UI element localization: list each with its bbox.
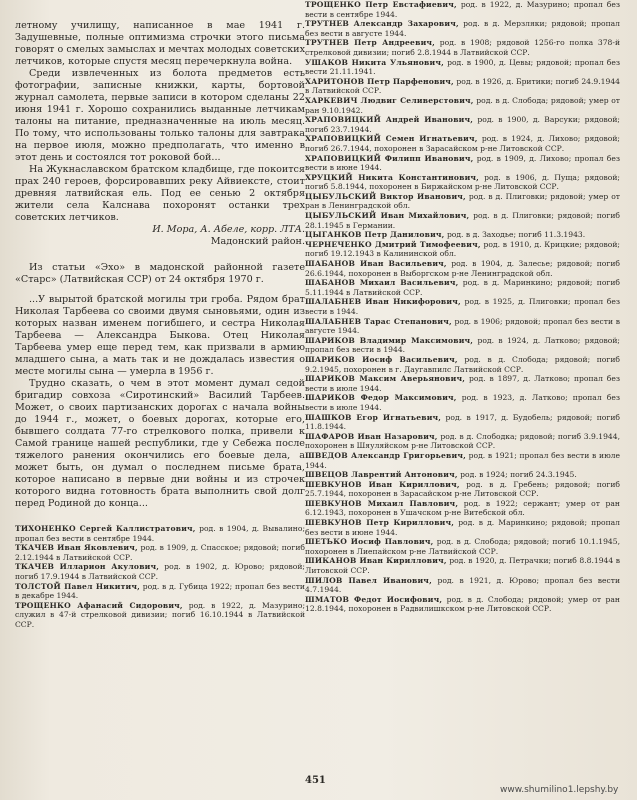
list-item: ШАРИКОВ Федор Максимович, род. в 1923, д. Латково; пропал без вести в июле 1944. <box>305 393 620 412</box>
list-item: ШАШКОВ Егор Игнатьевич, род. в 1917, д. Будобель; рядовой; погиб 11.8.1944. <box>305 412 620 432</box>
list-item: ШАРИКОВ Иосиф Васильевич, род. в д. Слобода; рядовой; погиб 9.2.1945, похоронен в г. Даугавпилс Латвийской ССР. <box>305 354 620 374</box>
list-item: ХАРИТОНОВ Петр Парфенович, род. в 1926, д. Бритики; погиб 24.9.1944 в Латвийской ССР. <box>305 76 620 96</box>
list-item: ХРАПОВИЦКИЙ Андрей Иванович, род. в 1900, д. Варсуки; рядовой; погиб 23.7.1944. <box>305 115 620 134</box>
list-item: ЦЫБУЛЬСКИЙ Виктор Иванович, род. в д. Плиговки; рядовой; умер от ран в Ленинградской обл. <box>305 191 620 211</box>
list-item: ШАФАРОВ Иван Назарович, род. в д. Слободка; рядовой; погиб 3.9.1944, похоронен в Шяуляйском р-не Литовской ССР. <box>305 431 620 451</box>
list-item: ШАБАНОВ Иван Васильевич, род. в 1904, д. Залесье; рядовой; погиб 26.6.1944, похоронен в Выборгском р-не Ленинградской обл. <box>305 259 620 278</box>
list-item: ТОЛСТОЙ Павел Никитич, род. в д. Губица 1922; пропал без вести в декабре 1944. <box>15 581 305 601</box>
list-item: УШАКОВ Никита Ульянович, род. в 1900, д. Цевы; рядовой; пропал без вести 21.11.1941. <box>305 57 620 77</box>
list-item: ШЕВКУНОВ Иван Кириллович, род. в д. Гребень; рядовой; погиб 25.7.1944, похоронен в Зарасайском р-не Литовской ССР. <box>305 479 620 499</box>
list-item: ЦЫБУЛЬСКИЙ Иван Михайлович, род. в д. Плиговки; рядовой; погиб 28.1.1945 в Германии. <box>305 211 620 230</box>
watermark: www.shumilino1.lepshy.by <box>500 785 619 795</box>
list-item: ХРУЦКИЙ Никита Константинович, род. в 1906, д. Пуща; рядовой; погиб 5.8.1944, похоронен в Биржайском р-не Литовской ССР. <box>305 172 620 192</box>
list-item: ШАРИКОВ Максим Аверьянович, род. в 1897, д. Латково; пропал без вести в июле 1944. <box>305 374 621 393</box>
list-item: ЧЕРНЕЧЕНКО Дмитрий Тимофеевич, род. в 1910, д. Крицкие; рядовой; погиб 19.12.1943 в Калининской обл. <box>305 239 620 259</box>
list-item: ШЕВКУНОВ Петр Кириллович, род. в д. Маринкино; рядовой; пропал без вести в июне 1944. <box>305 518 620 537</box>
list-item: ХРАПОВИЦКИЙ Филипп Иванович, род. в 1909, д. Лихово; пропал без вести в июне 1944. <box>305 153 620 173</box>
list-item: ХРАПОВИЦКИЙ Семен Игнатьевич, род. в 1924, д. Лихово; рядовой; погиб 26.7.1944, похоронен в Зарасайском р-не Литовской ССР. <box>305 134 620 153</box>
list-item: ШЕВКУНОВ Михаил Павлович, род. в 1922; сержант; умер от ран 6.12.1943, похоронен в Ушачском р-не Витебской обл. <box>305 498 620 518</box>
signature-place: Мадонский район. <box>210 236 305 247</box>
list-item: ТКАЧЕВ Иван Яковлевич, род. в 1909, д. Спасское; рядовой; погиб 2.12.1944 в Латвийской ССР. <box>15 543 305 562</box>
list-item: ТРУТНЕВ Александр Захарович, род. в д. Мерзляки; рядовой; пропал без вести в августе 1944. <box>305 19 621 38</box>
list-item: ХАРКЕВИЧ Людвиг Селиверстович, род. в д. Слобода; рядовой; умер от ран 9.10.1942. <box>305 95 620 115</box>
list-item: ШАБАНОВ Михаил Васильевич, род. в д. Маринкино; рядовой; погиб 5.11.1944 в Латвийской ССР. <box>305 278 621 297</box>
list-item: ШАЛАБНЕВ Тарас Степанович, род. в 1906; рядовой; пропал без вести в августе 1944. <box>305 316 620 336</box>
paragraph-funeral: ...У вырытой братской могилы три гроба. Рядом брат Николая Тарбеева со своими двумя сыновьями, один из которых назван именем погибшего, и сестра Николая Тарбеева — Александра Быкова. Отец Николая Тарбеева умер еще перед тем, как призвали в армию младшего сына, а мать так и не дождалась известия о месте могилы сына — умерла в 1956 г. <box>15 294 305 377</box>
paragraph-cemetery: На Жукнаславском братском кладбище, где покоится прах 240 героев, форсировавших реку Айвиексте, стоит древняя латвийская ель. Под ее сенью 2 октября жители села Калснава похоронят останки трех советских летчиков. <box>15 164 305 223</box>
list-item: ШМАТОВ Федот Иосифович, род. в д. Слобода; рядовой; умер от ран 12.8.1944, похоронен в Радвилишкском р-не Литовской ССР. <box>305 594 620 614</box>
paragraph-brother: Трудно сказать, о чем в этот момент думал седой бригадир совхоза «Сиротинский» Василий Тарбеев. Может, о своих партизанских дорогах с начала войны до 1944 г., может, о боевых дорогах, которые его, бывшего солдата 77-го стрелкового полка, привели к Самой границе нашей республики, где у Себежа после тяжелого ранения окончились его боевые дела, а может быть, он думал о последнем письме брата, которое написано в первые дни войны и из строчек которого видна готовность брата выполнить свой долг перед Родиной до конца... <box>15 378 305 509</box>
left-column <box>15 20 305 630</box>
list-item: ШИЛОВ Павел Иванович, род. в 1921, д. Юрово; пропал без вести 4.7.1944. <box>305 575 621 595</box>
left-name-list <box>15 524 305 630</box>
list-item: ЦЫГАНКОВ Петр Данилович, род. в д. Заходье; погиб 11.3.1943. <box>305 230 586 240</box>
list-item: ТРУТНЕВ Петр Андреевич, род. в 1908; рядовой 1256-го полка 378-й стрелковой дивизии; погиб 2.8.1944 в Латвийской ССР. <box>305 38 620 57</box>
list-item: ШВЕДОВ Александр Григорьевич, род. в 1921; пропал без вести в июле 1944. <box>305 450 620 470</box>
paragraph-findings: Среди извлеченных из болота предметов есть фотографии, записные книжки, карты, бортовой журнал самолета, первые записи в котором сделаны 22 июня 1941 г. Хорошо сохранились выданные летчикам талоны на питание, предназначенные на июль месяц. По тому, что использованы только талоны для завтрака на первое июля, можно предполагать, что именно в этот день и состоялся тот роковой бой... <box>15 68 305 163</box>
list-item: ШАЛАБНЕВ Иван Никифорович, род. в 1925, д. Плиговки; пропал без вести в 1944. <box>305 297 620 316</box>
list-item: ШЕТЬКО Иосиф Павлович, род. в д. Слобода; рядовой; погиб 10.1.1945, похоронен в Лиепайском р-не Латвийской ССР. <box>305 537 620 556</box>
list-item: ШАРИКОВ Владимир Максимович, род. в 1924, д. Латково; рядовой; пропал без вести в 1944. <box>305 335 620 355</box>
list-item: ТКАЧЕВ Илларион Акулович, род. в 1902, д. Юрово; рядовой; погиб 17.9.1944 в Латвийской ССР. <box>15 562 305 581</box>
list-item: ТИХОНЕНКО Сергей Каллистратович, род. в 1904, д. Вывалино; пропал без вести в сентябре 1944. <box>15 524 306 543</box>
signature-authors: И. Мора, А. Абеле, корр. ЛТА. <box>152 224 305 235</box>
list-item: ТРОЩЕНКО Петр Евстафиевич, род. в 1922, д. Мазурино; пропал без вести в сентябре 1944. <box>305 0 620 19</box>
paragraph-source: Из статьи «Эхо» в мадонской районной газете «Старс» (Латвийская ССР) от 24 октября 1970 г. <box>15 262 305 285</box>
right-column <box>305 0 620 614</box>
list-item: ТРОЩЕНКО Афанасий Сидорович, род. в 1922, д. Мазурино; служил в 47-й стрелковой дивизии; погиб 16.10.1944 в Латвийской ССР. <box>15 600 306 629</box>
paragraph-letter: летному училищу, написанное в мае 1941 г. Задушевные, полные оптимизма строчки этого письма говорят о смелых замыслах и мечтах молодых советских летчиков, которые спустя месяц перечеркнула война. <box>15 20 305 67</box>
list-item: ШИКАНОВ Иван Кириллович, род. в 1920, д. Петрачки; погиб 8.8.1944 в Литовской ССР. <box>305 556 620 576</box>
list-item: ШВЕЦОВ Лаврентий Антонович, род. в 1924; погиб 24.3.1945. <box>305 470 577 480</box>
page-number: 451 <box>305 775 326 786</box>
